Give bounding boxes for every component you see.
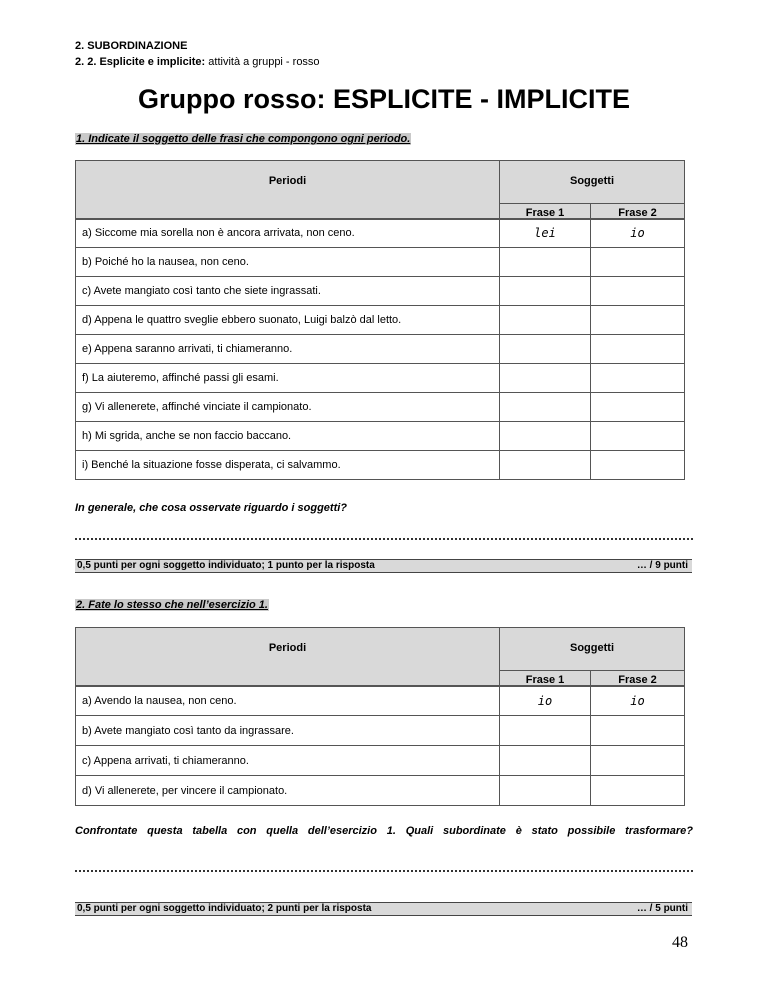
subsection-heading — [75, 56, 320, 68]
table-row — [76, 335, 685, 364]
answer-line[interactable] — [75, 534, 693, 540]
exercise1-table — [75, 160, 685, 220]
score-total: … / 5 punti — [636, 903, 688, 914]
exercise1-rows — [75, 218, 685, 480]
answer-cell[interactable] — [591, 746, 685, 776]
answer-cell[interactable] — [591, 277, 685, 306]
answer-cell[interactable]: io — [591, 219, 685, 248]
answer-cell[interactable] — [500, 776, 591, 806]
answer-cell[interactable] — [591, 393, 685, 422]
col-header-frase2: Frase 2 — [591, 204, 685, 220]
row-text: d) Vi allenerete, per vincere il campionato. — [76, 776, 500, 806]
col-header-periodi: Periodi — [76, 161, 500, 220]
table-row — [76, 746, 685, 776]
answer-cell[interactable] — [500, 248, 591, 277]
answer-cell[interactable] — [500, 306, 591, 335]
table-row — [76, 422, 685, 451]
col-header-frase2: Frase 2 — [591, 671, 685, 687]
subsection-rest: attività a gruppi - rosso — [205, 56, 320, 68]
answer-line[interactable] — [75, 866, 693, 872]
table-row — [76, 451, 685, 480]
answer-cell[interactable] — [500, 335, 591, 364]
exercise2-rows — [75, 685, 685, 806]
score-criteria: 0,5 punti per ogni soggetto individuato; 2 punti per la risposta — [77, 903, 372, 914]
exercise1-instruction: 1. Indicate il soggetto delle frasi che compongono ogni periodo. — [76, 133, 411, 145]
answer-cell[interactable] — [591, 422, 685, 451]
answer-cell[interactable]: lei — [500, 219, 591, 248]
section-heading: 2. SUBORDINAZIONE — [75, 40, 188, 52]
row-text: c) Avete mangiato così tanto che siete ingrassati. — [76, 277, 500, 306]
exercise2-table — [75, 627, 685, 687]
answer-cell[interactable] — [500, 746, 591, 776]
answer-cell[interactable] — [500, 364, 591, 393]
score-criteria: 0,5 punti per ogni soggetto individuato; 1 punto per la risposta — [77, 560, 375, 571]
table-row — [76, 716, 685, 746]
table-row — [76, 219, 685, 248]
table-row — [76, 364, 685, 393]
col-header-frase1: Frase 1 — [500, 671, 591, 687]
exercise1-score-bar — [75, 559, 692, 573]
row-text: g) Vi allenerete, affinché vinciate il campionato. — [76, 393, 500, 422]
row-text: a) Siccome mia sorella non è ancora arrivata, non ceno. — [76, 219, 500, 248]
row-text: c) Appena arrivati, ti chiameranno. — [76, 746, 500, 776]
col-header-periodi: Periodi — [76, 628, 500, 687]
page-title: Gruppo rosso: ESPLICITE - IMPLICITE — [137, 84, 630, 114]
row-text: b) Avete mangiato così tanto da ingrassare. — [76, 716, 500, 746]
table-row — [76, 248, 685, 277]
row-text: i) Benché la situazione fosse disperata, ci salvammo. — [76, 451, 500, 480]
answer-cell[interactable]: io — [500, 686, 591, 716]
answer-cell[interactable]: io — [591, 686, 685, 716]
col-header-soggetti: Soggetti — [500, 628, 685, 671]
table-row — [76, 306, 685, 335]
answer-cell[interactable] — [591, 716, 685, 746]
subsection-label: 2. 2. Esplicite e implicite: — [75, 56, 206, 68]
table-row — [76, 686, 685, 716]
answer-cell[interactable] — [591, 248, 685, 277]
answer-cell[interactable] — [591, 364, 685, 393]
score-total: … / 9 punti — [636, 560, 688, 571]
answer-cell[interactable] — [591, 335, 685, 364]
exercise2-score-bar — [75, 902, 692, 916]
answer-cell[interactable] — [500, 451, 591, 480]
exercise1-question: In generale, che cosa osservate riguardo i soggetti? — [75, 502, 348, 514]
col-header-frase1: Frase 1 — [500, 204, 591, 220]
row-text: a) Avendo la nausea, non ceno. — [76, 686, 500, 716]
answer-cell[interactable] — [591, 451, 685, 480]
table-row — [76, 776, 685, 806]
row-text: h) Mi sgrida, anche se non faccio baccano. — [76, 422, 500, 451]
row-text: f) La aiuteremo, affinché passi gli esami. — [76, 364, 500, 393]
row-text: b) Poiché ho la nausea, non ceno. — [76, 248, 500, 277]
answer-cell[interactable] — [500, 422, 591, 451]
answer-cell[interactable] — [591, 306, 685, 335]
exercise2-question: Confrontate questa tabella con quella dell’esercizio 1. Quali subordinate è stato possibile trasformare? — [75, 825, 693, 837]
page-number: 48 — [672, 934, 688, 951]
answer-cell[interactable] — [500, 716, 591, 746]
table-row — [76, 393, 685, 422]
col-header-soggetti: Soggetti — [500, 161, 685, 204]
row-text: d) Appena le quattro sveglie ebbero suonato, Luigi balzò dal letto. — [76, 306, 500, 335]
answer-cell[interactable] — [500, 277, 591, 306]
answer-cell[interactable] — [591, 776, 685, 806]
table-row — [76, 277, 685, 306]
answer-cell[interactable] — [500, 393, 591, 422]
exercise2-instruction: 2. Fate lo stesso che nell’esercizio 1. — [76, 599, 268, 611]
row-text: e) Appena saranno arrivati, ti chiameranno. — [76, 335, 500, 364]
